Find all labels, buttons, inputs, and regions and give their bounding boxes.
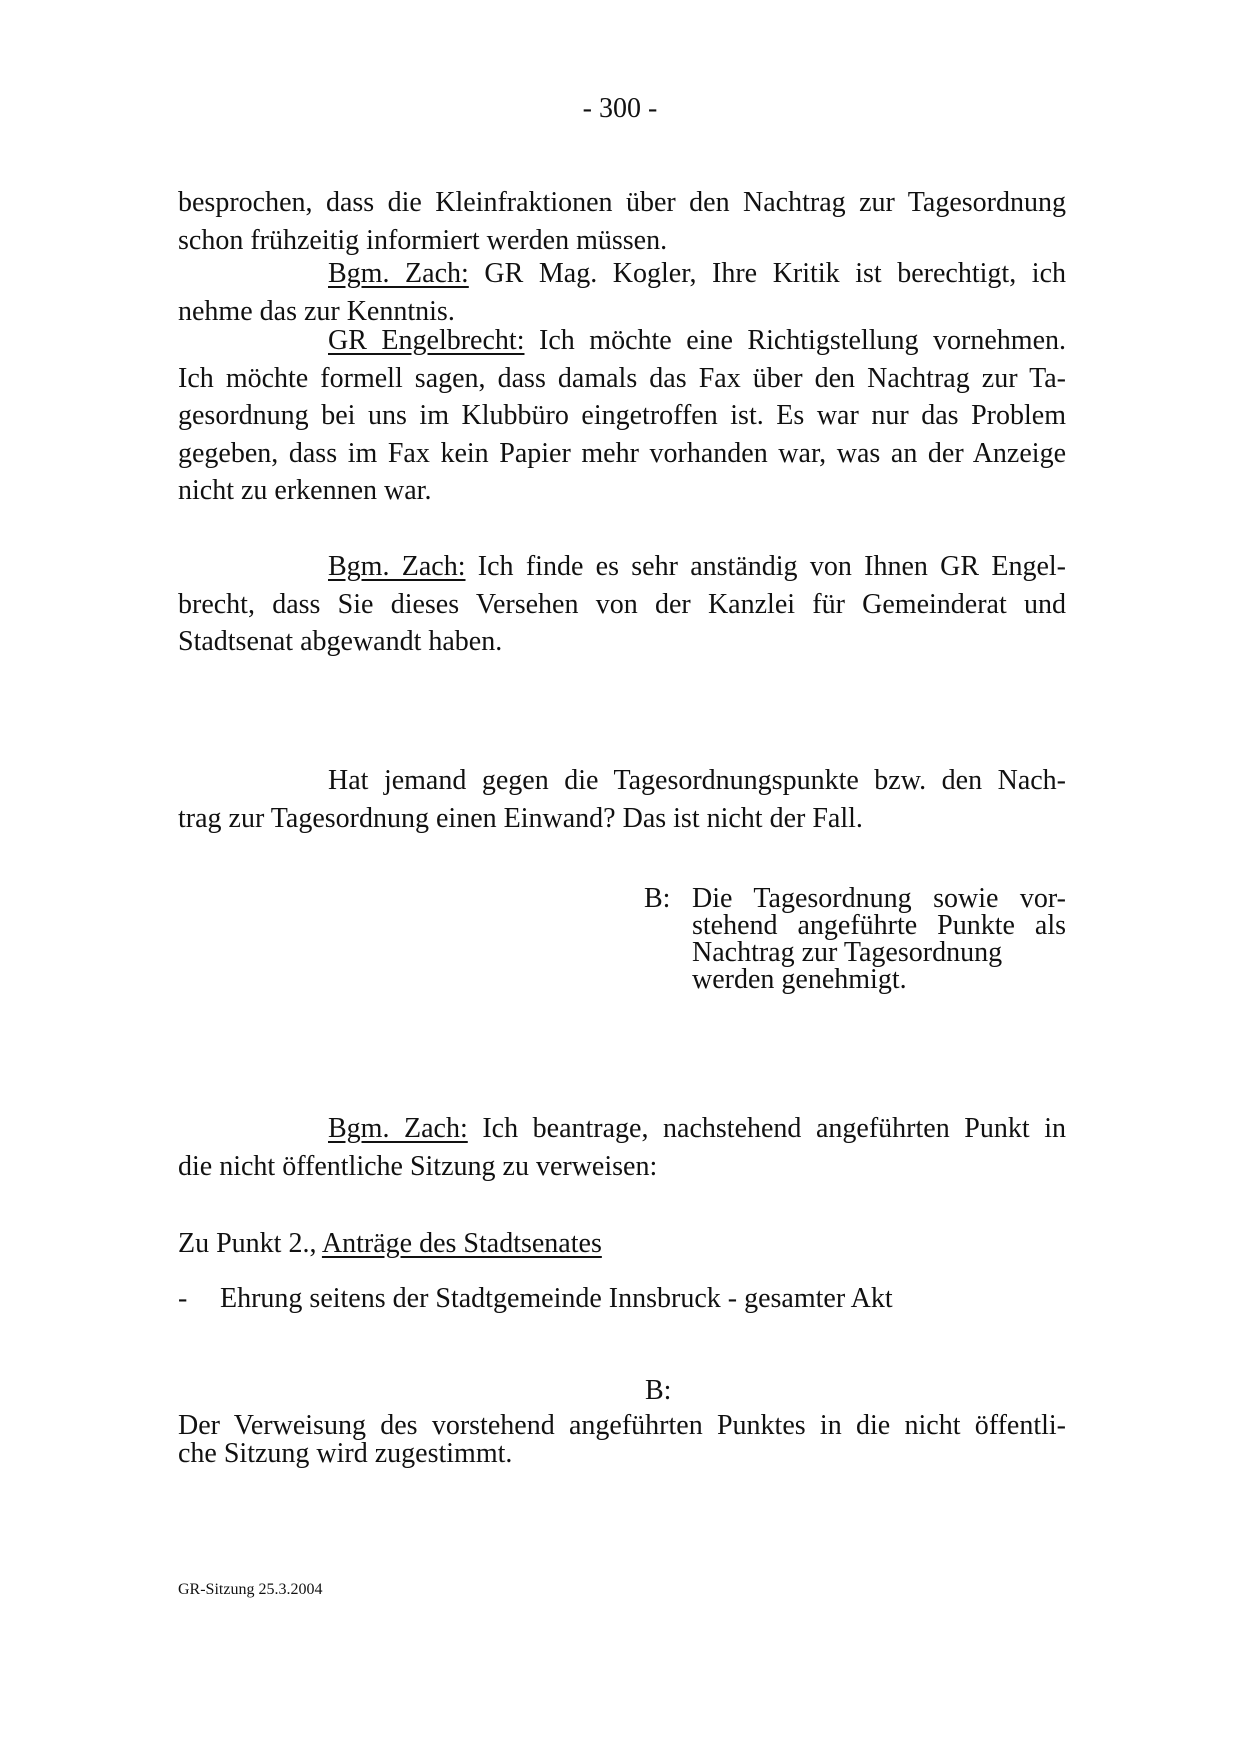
- list-item: [178, 1280, 1066, 1318]
- text-line: che Sitzung wird zugestimmt.: [178, 1438, 513, 1469]
- text-line: werden genehmigt.: [692, 964, 907, 995]
- decision-label: B:: [644, 883, 671, 914]
- text-line: [644, 885, 1066, 912]
- decision-label: B:: [645, 1375, 672, 1406]
- list-item-text: Ehrung seitens der Stadtgemeinde Innsbruck - gesamter Akt: [220, 1283, 893, 1314]
- paragraph-zach-2: [178, 548, 1066, 661]
- text-line: Nachtrag zur Tagesordnung: [692, 937, 1003, 968]
- page-number: - 300 -: [582, 93, 658, 124]
- speech-text: GR Mag. Kogler, Ihre Kritik ist berechtigt, ich: [468, 258, 1066, 289]
- paragraph-zach-1: [178, 255, 1066, 330]
- decision-block: [644, 885, 1066, 993]
- footer: GR-Sitzung 25.3.2004: [178, 1581, 323, 1598]
- paragraph-intro: [178, 184, 1066, 259]
- text-line: [178, 322, 1066, 360]
- speech-text: Ich möchte eine Richtigstellung vornehmen.: [524, 325, 1066, 356]
- text-line: stehend angeführte Punkte als: [692, 910, 1066, 941]
- text-line: trag zur Tagesordnung einen Einwand? Das ist nicht der Fall.: [178, 802, 863, 834]
- paragraph-zach-3: [178, 1110, 1066, 1185]
- text-line: [178, 1110, 1066, 1148]
- agenda-title: Anträge des Stadtsenates: [321, 1228, 602, 1259]
- decision-text: [178, 1412, 1066, 1468]
- speech-text: Hat jemand gegen die Tagesordnungspunkte bzw. den Nach-: [328, 765, 1066, 796]
- decision-text: Die Tagesordnung sowie vor-: [692, 883, 1066, 914]
- text-line: [178, 762, 1066, 800]
- text-line: Stadtsenat abgewandt haben.: [178, 626, 503, 657]
- paragraph-question: [178, 762, 1066, 837]
- speech-text: Ich finde es sehr anständig von Ihnen GR Engel-: [465, 551, 1066, 582]
- text-line: brecht, dass Sie dieses Versehen von der Kanzlei für Gemeinderat und: [178, 588, 1066, 620]
- text-line: nehme das zur Kenntnis.: [178, 295, 455, 327]
- agenda-item-heading: [178, 1225, 1066, 1263]
- speaker-label: Bgm. Zach:: [328, 551, 466, 582]
- text-line: schon frühzeitig informiert werden müssen.: [178, 224, 668, 256]
- text-line: [178, 548, 1066, 586]
- text-line: besprochen, dass die Kleinfraktionen über den Nachtrag zur Tagesordnung: [178, 187, 1066, 218]
- speaker-label: GR Engelbrecht:: [328, 325, 525, 356]
- text-line: Ich möchte formell sagen, dass damals das Fax über den Nachtrag zur Ta-: [178, 362, 1066, 394]
- text-line: die nicht öffentliche Sitzung zu verweisen:: [178, 1150, 658, 1182]
- speaker-label: Bgm. Zach:: [328, 1113, 468, 1144]
- text-line: nicht zu erkennen war.: [178, 475, 432, 506]
- paragraph-engelbrecht: [178, 322, 1066, 510]
- speech-text: Ich beantrage, nachstehend angeführten Punkt in: [467, 1113, 1066, 1144]
- text-line: Der Verweisung des vorstehend angeführten Punktes in die nicht öffentli-: [178, 1410, 1066, 1441]
- text-line: [178, 255, 1066, 293]
- text-line: gegeben, dass im Fax kein Papier mehr vorhanden war, was an der Anzeige: [178, 437, 1066, 469]
- agenda-prefix: Zu Punkt 2.,: [178, 1228, 322, 1259]
- speaker-label: Bgm. Zach:: [328, 258, 469, 289]
- text-line: gesordnung bei uns im Klubbüro eingetroffen ist. Es war nur das Problem: [178, 400, 1066, 431]
- list-dash: -: [178, 1283, 188, 1314]
